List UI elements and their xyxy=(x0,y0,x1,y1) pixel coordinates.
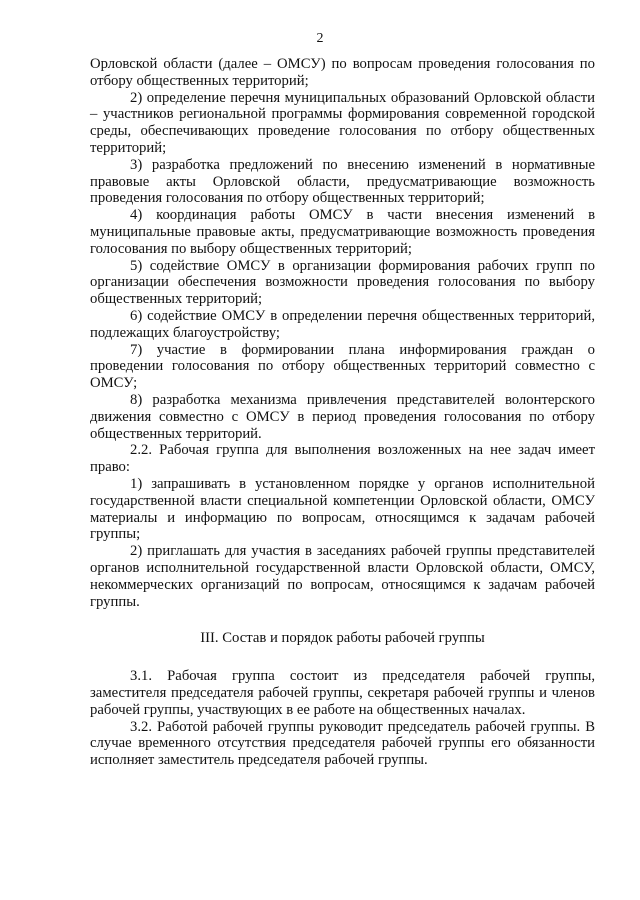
page-number: 2 xyxy=(316,31,324,46)
paragraph-item-5: 5) содействие ОМСУ в организации формирования рабочих групп по организации обеспечения возможности проведения голосования по выбору общественных территорий; xyxy=(90,257,595,308)
section-heading: III. Состав и порядок работы рабочей группы xyxy=(200,630,485,647)
paragraph-right-2: 2) приглашать для участия в заседаниях рабочей группы представителей органов исполнительной государственной власти Орловской области, ОМСУ, некоммерческих организаций по вопросам, относящимся к задачам рабочей группы. xyxy=(90,543,595,610)
paragraph-item-3: 3) разработка предложений по внесению изменений в нормативные правовые акты Орловской области, предусматривающие возможность проведения голосования по отбору общественных территорий; xyxy=(90,156,595,207)
paragraph-clause-3-1: 3.1. Рабочая группа состоит из председателя рабочей группы, заместителя председателя рабочей группы, секретаря рабочей группы и членов рабочей группы, участвующих в ее работе на общественных началах. xyxy=(90,668,595,718)
paragraph-item-8: 8) разработка механизма привлечения представителей волонтерского движения совместно с ОМСУ в период проведения голосования по отбору общественных территорий. xyxy=(90,391,595,442)
paragraph-continuation: Орловской области (далее – ОМСУ) по вопросам проведения голосования по отбору общественных территорий; xyxy=(90,56,595,89)
paragraph-clause-3-2: 3.2. Работой рабочей группы руководит председатель рабочей группы. В случае временного отсутствия председателя рабочей группы его обязанности исполняет заместитель председателя рабочей группы. xyxy=(90,718,595,769)
paragraph-item-6: 6) содействие ОМСУ в определении перечня общественных территорий, подлежащих благоустройству; xyxy=(90,307,595,341)
paragraph-item-4: 4) координация работы ОМСУ в части внесения изменений в муниципальные правовые акты, предусматривающие возможность проведения голосования по выбору общественных территорий; xyxy=(90,207,595,257)
paragraph-right-1: 1) запрашивать в установленном порядке у органов исполнительной государственной власти специальной компетенции Орловской области, ОМСУ материалы и информацию по вопросам, относящимся к задачам рабочей группы; xyxy=(90,475,595,543)
paragraph-clause-2-2: 2.2. Рабочая группа для выполнения возложенных на нее задач имеет право: xyxy=(90,442,595,476)
document-body xyxy=(90,56,595,769)
paragraph-item-7: 7) участие в формировании плана информирования граждан о проведении голосования по отбору общественных территорий совместно с ОМСУ; xyxy=(90,341,595,392)
paragraph-item-2: 2) определение перечня муниципальных образований Орловской области – участников региональной программы формирования современной городской среды, обеспечивающих проведение голосования по отбору общественных территорий; xyxy=(90,89,595,156)
